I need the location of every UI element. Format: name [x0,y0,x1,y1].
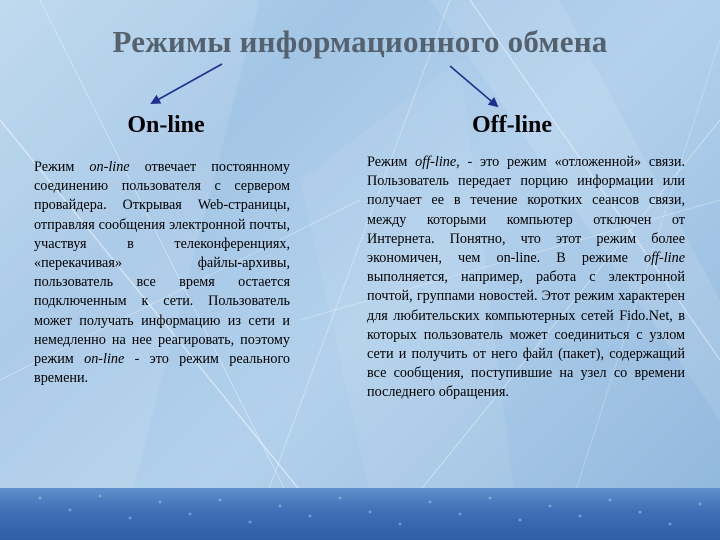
offline-text-part: выполняется, например, работа с электронной почтой, группами новостей. Этот режим характерен для любительских компьютерных сетей Fido.Net, в которых пользователь может соединиться с узлом сети и получить от него файл (пакет), содержащий все сообщения, поступившие на узел со времени последнего обращения. [367,269,685,401]
online-term: on-line [89,159,130,175]
online-term: on-line [84,351,125,368]
offline-text-part: Режим [367,154,416,170]
online-text-part: Режим [34,159,90,175]
slide-title: Режимы информационного обмена [112,24,608,59]
online-heading: On-line [127,112,205,138]
footer-dot-pattern [0,488,720,540]
offline-description [367,153,685,403]
offline-term: off-line [644,250,685,267]
online-text-part: отвечает постоянному соединению пользователя с сервером провайдера. Открывая Web-страницы, отправляя сообщения электронной почты, участвуя в телеконференциях, «перекачивая» файлы-архивы, пользователь все время остается подключенным к сети. Пользователь может получать информацию из сети и немедленно на нее реагировать, поэтому режим [34,159,291,368]
online-text-part: - это режим реального времени. [34,351,291,387]
offline-heading: Off-line [472,112,552,138]
online-description [34,158,290,388]
offline-text-part: , - это режим «отложенной» связи. Пользователь передает порцию информации или получает ее в течение коротких сеансов связи, между которыми компьютер отключен от Интернета. Понятно, что этот режим более экономичен, чем on-line. В режиме [367,154,685,267]
offline-term: off-line [415,154,457,170]
